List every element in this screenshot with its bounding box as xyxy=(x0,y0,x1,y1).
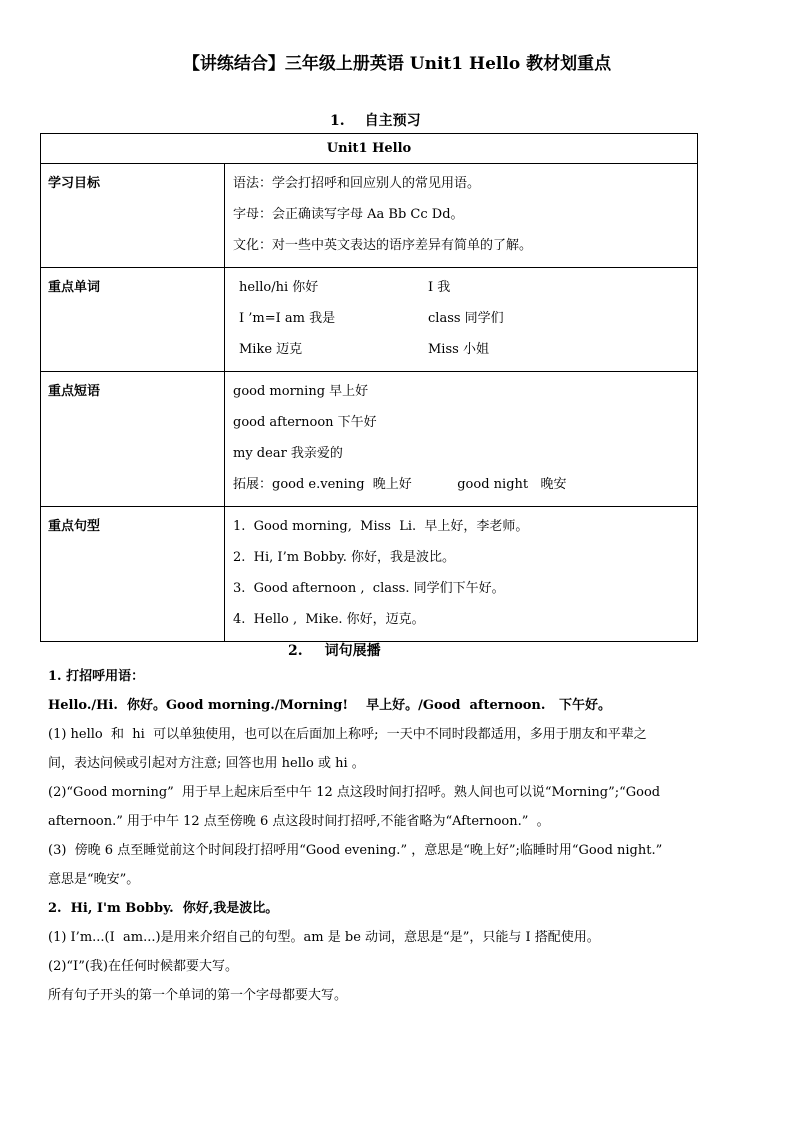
vocab-row xyxy=(239,303,697,334)
line-text: 文化：对一些中英文表达的语序差异有简单的了解。 xyxy=(233,238,533,253)
line-text: good morning 早上好 xyxy=(233,384,369,399)
row-label: 重点短语 xyxy=(41,372,225,507)
vocab-word: Mike 迈克 xyxy=(239,342,303,357)
vocab-row xyxy=(239,334,697,365)
paragraph: afternoon.” 用于中午 12 点至傍晚 6 点这段时间打招呼,不能省略为“Afternoon.” 。 xyxy=(48,814,550,829)
line-text: 3. Good afternoon , class. 同学们下午好。 xyxy=(233,581,505,596)
section-2-title: 词句展播 xyxy=(324,643,381,659)
table-caption: Unit1 Hello xyxy=(41,134,698,164)
line-text: 字母：会正确读写字母 Aa Bb Cc Dd。 xyxy=(233,207,464,222)
line-text: 2. Hi, I’m Bobby. 你好，我是波比。 xyxy=(233,550,456,565)
section-1-title: 自主预习 xyxy=(364,113,421,129)
item-2-heading: 2. Hi, I'm Bobby. 你好,我是波比。 xyxy=(48,901,279,916)
line-text: 1. Good morning, Miss Li. 早上好，李老师。 xyxy=(233,519,529,534)
vocab-word: I ’m=I am 我是 xyxy=(239,311,336,326)
table-row xyxy=(41,268,698,372)
table-row xyxy=(41,372,698,507)
section-1-number: 1. xyxy=(330,113,345,129)
row-content xyxy=(225,164,698,268)
paragraph: (1) hello 和 hi 可以单独使用，也可以在后面加上称呼; 一天中不同时段都适用，多用于朋友和平辈之 xyxy=(48,727,647,742)
table-row xyxy=(41,164,698,268)
paragraph: 所有句子开头的第一个单词的第一个字母都要大写。 xyxy=(48,988,348,1003)
vocab-word: hello/hi 你好 xyxy=(239,280,319,295)
paragraph: (2)“Good morning” 用于早上起床后至中午 12 点这段时间打招呼。熟人间也可以说“Morning”;“Good xyxy=(48,785,661,800)
section-2-number: 2. xyxy=(288,643,303,659)
row-label: 重点句型 xyxy=(41,507,225,642)
item-1-example: Hello./Hi. 你好。Good morning./Morning! 早上好。/Good afternoon. 下午好。 xyxy=(48,698,611,713)
section-2-heading xyxy=(288,640,381,660)
item-1-heading: 1. 打招呼用语： xyxy=(48,669,145,684)
line-text: my dear 我亲爱的 xyxy=(233,446,343,461)
study-table xyxy=(40,133,698,642)
line-text: 拓展：good e.vening 晚上好 good night 晚安 xyxy=(233,477,567,492)
row-content xyxy=(225,268,698,372)
line-text: good afternoon 下午好 xyxy=(233,415,377,430)
paragraph: (1) I’m...(I am...)是用来介绍自己的句型。am 是 be 动词，意思是“是”，只能与 I 搭配使用。 xyxy=(48,930,600,945)
row-content xyxy=(225,372,698,507)
line-text: 4. Hello , Mike. 你好，迈克。 xyxy=(233,612,425,627)
vocab-word: class 同学们 xyxy=(428,311,504,326)
document-title: 【讲练结合】三年级上册英语 Unit1 Hello 教材划重点 xyxy=(182,54,612,74)
row-label: 重点单词 xyxy=(41,268,225,372)
section-1-heading xyxy=(330,110,421,130)
paragraph: 意思是“晚安”。 xyxy=(48,872,140,887)
table-row xyxy=(41,507,698,642)
vocab-word: Miss 小姐 xyxy=(428,342,489,357)
row-content xyxy=(225,507,698,642)
line-text: 语法：学会打招呼和回应别人的常见用语。 xyxy=(233,176,481,191)
paragraph: (2)“I”(我)在任何时候都要大写。 xyxy=(48,959,238,974)
paragraph: (3) 傍晚 6 点至睡觉前这个时间段打招呼用“Good evening.” ，意思是“晚上好”;临睡时用“Good night.” xyxy=(48,843,663,858)
row-label: 学习目标 xyxy=(41,164,225,268)
vocab-word: I 我 xyxy=(428,280,451,295)
vocab-row xyxy=(239,272,697,303)
body-content xyxy=(48,662,748,1010)
paragraph: 间，表达问候或引起对方注意; 回答也用 hello 或 hi 。 xyxy=(48,756,365,771)
